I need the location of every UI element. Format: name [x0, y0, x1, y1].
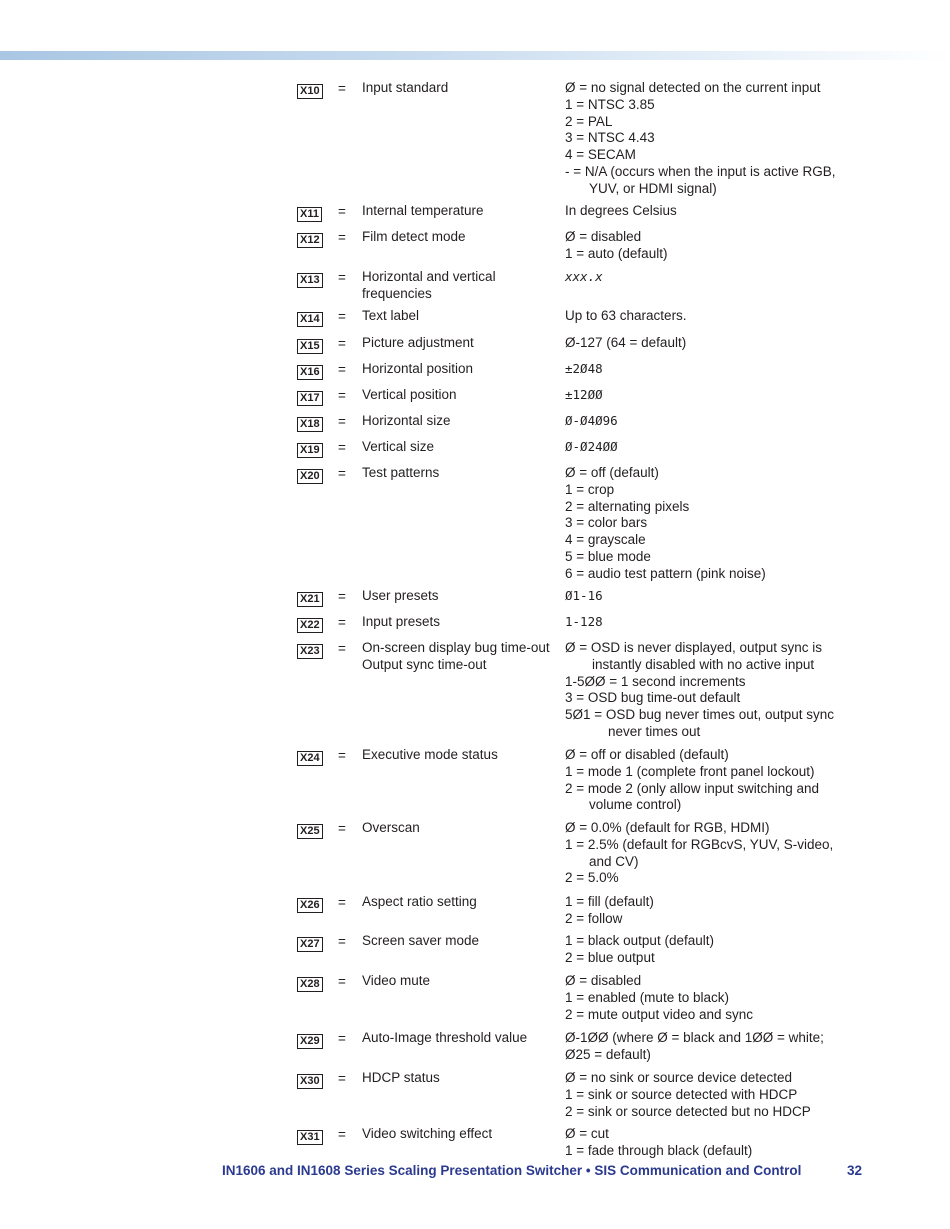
variable-box: X30 [297, 1074, 323, 1089]
variable-box: X16 [297, 365, 323, 380]
parameter-values [565, 387, 865, 404]
variable-box: X15 [297, 339, 323, 354]
value-line: 1 = fill (default) [565, 894, 654, 909]
value-line: 2 = blue output [565, 949, 655, 965]
variable-box: X11 [297, 207, 322, 222]
variable-box: X14 [297, 312, 323, 327]
parameter-values [565, 614, 865, 631]
parameter-name: Overscan [362, 820, 420, 835]
equals-sign: = [338, 440, 346, 455]
value-line: never times out [608, 723, 701, 739]
parameter-values [565, 973, 865, 1023]
parameter-values [565, 229, 865, 263]
parameter-values [565, 80, 865, 198]
page-footer [222, 1163, 862, 1178]
parameter-name: Film detect mode [362, 229, 466, 244]
parameter-values [565, 361, 865, 378]
parameter-name: Test patterns [362, 465, 440, 480]
variable-box: X28 [297, 977, 323, 992]
value-line: 6 = audio test pattern (pink noise) [565, 565, 766, 581]
parameter-name: Video switching effect [362, 1126, 493, 1141]
parameter-values [565, 465, 865, 583]
parameter-values [565, 747, 865, 814]
parameter-values [565, 640, 865, 741]
equals-sign: = [338, 1071, 346, 1086]
variable-box: X20 [297, 469, 323, 484]
value-line: 1-128 [565, 614, 603, 629]
value-line: Ø = no sink or source device detected [565, 1070, 793, 1085]
value-line: YUV, or HDMI signal) [589, 180, 717, 196]
value-line: 1 = auto (default) [565, 245, 668, 261]
value-line: Ø = off (default) [565, 465, 659, 480]
parameter-values [565, 269, 865, 286]
variable-box: X13 [297, 273, 323, 288]
parameter-name: Vertical size [362, 439, 435, 454]
value-line: Ø-Ø4Ø96 [565, 413, 618, 428]
value-line: Ø-127 (64 = default) [565, 335, 687, 350]
value-line: Ø = cut [565, 1126, 609, 1141]
value-line: ±2Ø48 [565, 361, 603, 376]
footer-title: IN1606 and IN1608 Series Scaling Presentation Switcher • SIS Communication and Control [222, 1163, 802, 1178]
value-line: Ø = 0.0% (default for RGB, HDMI) [565, 820, 770, 835]
value-line: 2 = sink or source detected but no HDCP [565, 1103, 811, 1119]
variable-box: X21 [297, 592, 323, 607]
parameter-name: User presets [362, 588, 439, 603]
parameter-values [565, 1030, 865, 1064]
parameter-name: Video mute [362, 973, 431, 988]
value-line: 1 = enabled (mute to black) [565, 989, 729, 1005]
parameter-name: Aspect ratio setting [362, 894, 477, 909]
equals-sign: = [338, 204, 346, 219]
parameter-name: Internal temperature [362, 203, 484, 218]
equals-sign: = [338, 309, 346, 324]
parameter-name: Input presets [362, 614, 441, 629]
variable-box: X10 [297, 84, 323, 99]
parameter-values [565, 1070, 865, 1120]
parameter-values [565, 203, 865, 220]
value-line: Ø = OSD is never displayed, output sync is [565, 640, 822, 655]
value-line: Ø25 = default) [565, 1046, 651, 1062]
equals-sign: = [338, 1031, 346, 1046]
value-line: 3 = OSD bug time-out default [565, 690, 741, 706]
parameter-values [565, 933, 865, 967]
variable-box: X31 [297, 1130, 323, 1145]
equals-sign: = [338, 615, 346, 630]
equals-sign: = [338, 81, 346, 96]
variable-box: X27 [297, 937, 323, 952]
parameter-name: Vertical position [362, 387, 457, 402]
parameter-name: Horizontal size [362, 413, 451, 428]
value-line: 2 = alternating pixels [565, 498, 690, 514]
equals-sign: = [338, 414, 346, 429]
value-line: 2 = 5.0% [565, 870, 619, 886]
parameter-values [565, 413, 865, 430]
parameter-name: Executive mode status [362, 747, 498, 762]
equals-sign: = [338, 589, 346, 604]
parameter-values [565, 820, 865, 887]
variable-box: X19 [297, 443, 323, 458]
value-line: 1 = black output (default) [565, 933, 714, 948]
value-line: 1 = crop [565, 481, 615, 497]
variable-box: X23 [297, 644, 323, 659]
parameter-name: Horizontal position [362, 361, 474, 376]
value-line: 3 = NTSC 4.43 [565, 130, 655, 146]
parameter-name: Input standard [362, 80, 449, 95]
equals-sign: = [338, 270, 346, 285]
variable-box: X22 [297, 618, 323, 633]
equals-sign: = [338, 362, 346, 377]
variable-box: X12 [297, 233, 323, 248]
value-line: 1 = sink or source detected with HDCP [565, 1086, 798, 1102]
equals-sign: = [338, 641, 346, 656]
value-line: 4 = SECAM [565, 147, 636, 163]
parameter-name: On-screen display bug time-out Output sync time-out [362, 640, 550, 672]
variable-box: X29 [297, 1034, 323, 1049]
value-line: 2 = mute output video and sync [565, 1006, 753, 1022]
parameter-values [565, 1126, 865, 1160]
value-line: Ø = disabled [565, 229, 642, 244]
value-line: ±12ØØ [565, 387, 603, 402]
header-accent-bar [0, 51, 950, 60]
variable-box: X24 [297, 751, 323, 766]
value-line: 1 = 2.5% (default for RGBcvS, YUV, S-video, [565, 836, 834, 852]
parameter-values [565, 439, 865, 456]
parameter-values [565, 894, 865, 928]
value-line: 1 = NTSC 3.85 [565, 96, 655, 112]
parameter-name: Horizontal and vertical frequencies [362, 269, 496, 301]
equals-sign: = [338, 230, 346, 245]
value-line: Ø = off or disabled (default) [565, 747, 729, 762]
value-line: 2 = PAL [565, 113, 613, 129]
equals-sign: = [338, 895, 346, 910]
parameter-values [565, 588, 865, 605]
equals-sign: = [338, 974, 346, 989]
page-number: 32 [846, 1163, 862, 1178]
value-line: 4 = grayscale [565, 532, 646, 548]
value-line: volume control) [589, 797, 682, 813]
value-line: 1-5ØØ = 1 second increments [565, 673, 746, 689]
equals-sign: = [338, 388, 346, 403]
value-line: 2 = follow [565, 910, 623, 926]
value-line: 1 = fade through black (default) [565, 1142, 753, 1158]
value-line: 3 = color bars [565, 515, 648, 531]
equals-sign: = [338, 748, 346, 763]
value-line: Ø1-16 [565, 588, 603, 603]
value-line: - = N/A (occurs when the input is active RGB, [565, 163, 836, 179]
value-line: 5 = blue mode [565, 548, 651, 564]
equals-sign: = [338, 1127, 346, 1142]
parameter-values [565, 335, 865, 352]
variable-box: X26 [297, 898, 323, 913]
equals-sign: = [338, 821, 346, 836]
value-line: Ø-Ø24ØØ [565, 439, 618, 454]
parameter-values [565, 308, 865, 325]
value-line: and CV) [589, 853, 639, 869]
value-line: xxx.x [565, 269, 603, 284]
value-line: instantly disabled with no active input [592, 656, 815, 672]
value-line: In degrees Celsius [565, 203, 677, 218]
parameter-name: Screen saver mode [362, 933, 480, 948]
variable-box: X17 [297, 391, 323, 406]
parameter-name: Auto-Image threshold value [362, 1030, 528, 1045]
value-line: 2 = mode 2 (only allow input switching and [565, 780, 820, 796]
value-line: Ø = disabled [565, 973, 642, 988]
value-line: Up to 63 characters. [565, 308, 687, 323]
parameter-name: HDCP status [362, 1070, 440, 1085]
equals-sign: = [338, 934, 346, 949]
equals-sign: = [338, 466, 346, 481]
parameter-name: Text label [362, 308, 420, 323]
variable-box: X25 [297, 824, 323, 839]
value-line: 5Ø1 = OSD bug never times out, output sync [565, 707, 835, 723]
equals-sign: = [338, 336, 346, 351]
value-line: 1 = mode 1 (complete front panel lockout) [565, 763, 815, 779]
value-line: Ø = no signal detected on the current input [565, 80, 821, 95]
parameter-name: Picture adjustment [362, 335, 474, 350]
variable-box: X18 [297, 417, 323, 432]
value-line: Ø-1ØØ (where Ø = black and 1ØØ = white; [565, 1030, 824, 1045]
